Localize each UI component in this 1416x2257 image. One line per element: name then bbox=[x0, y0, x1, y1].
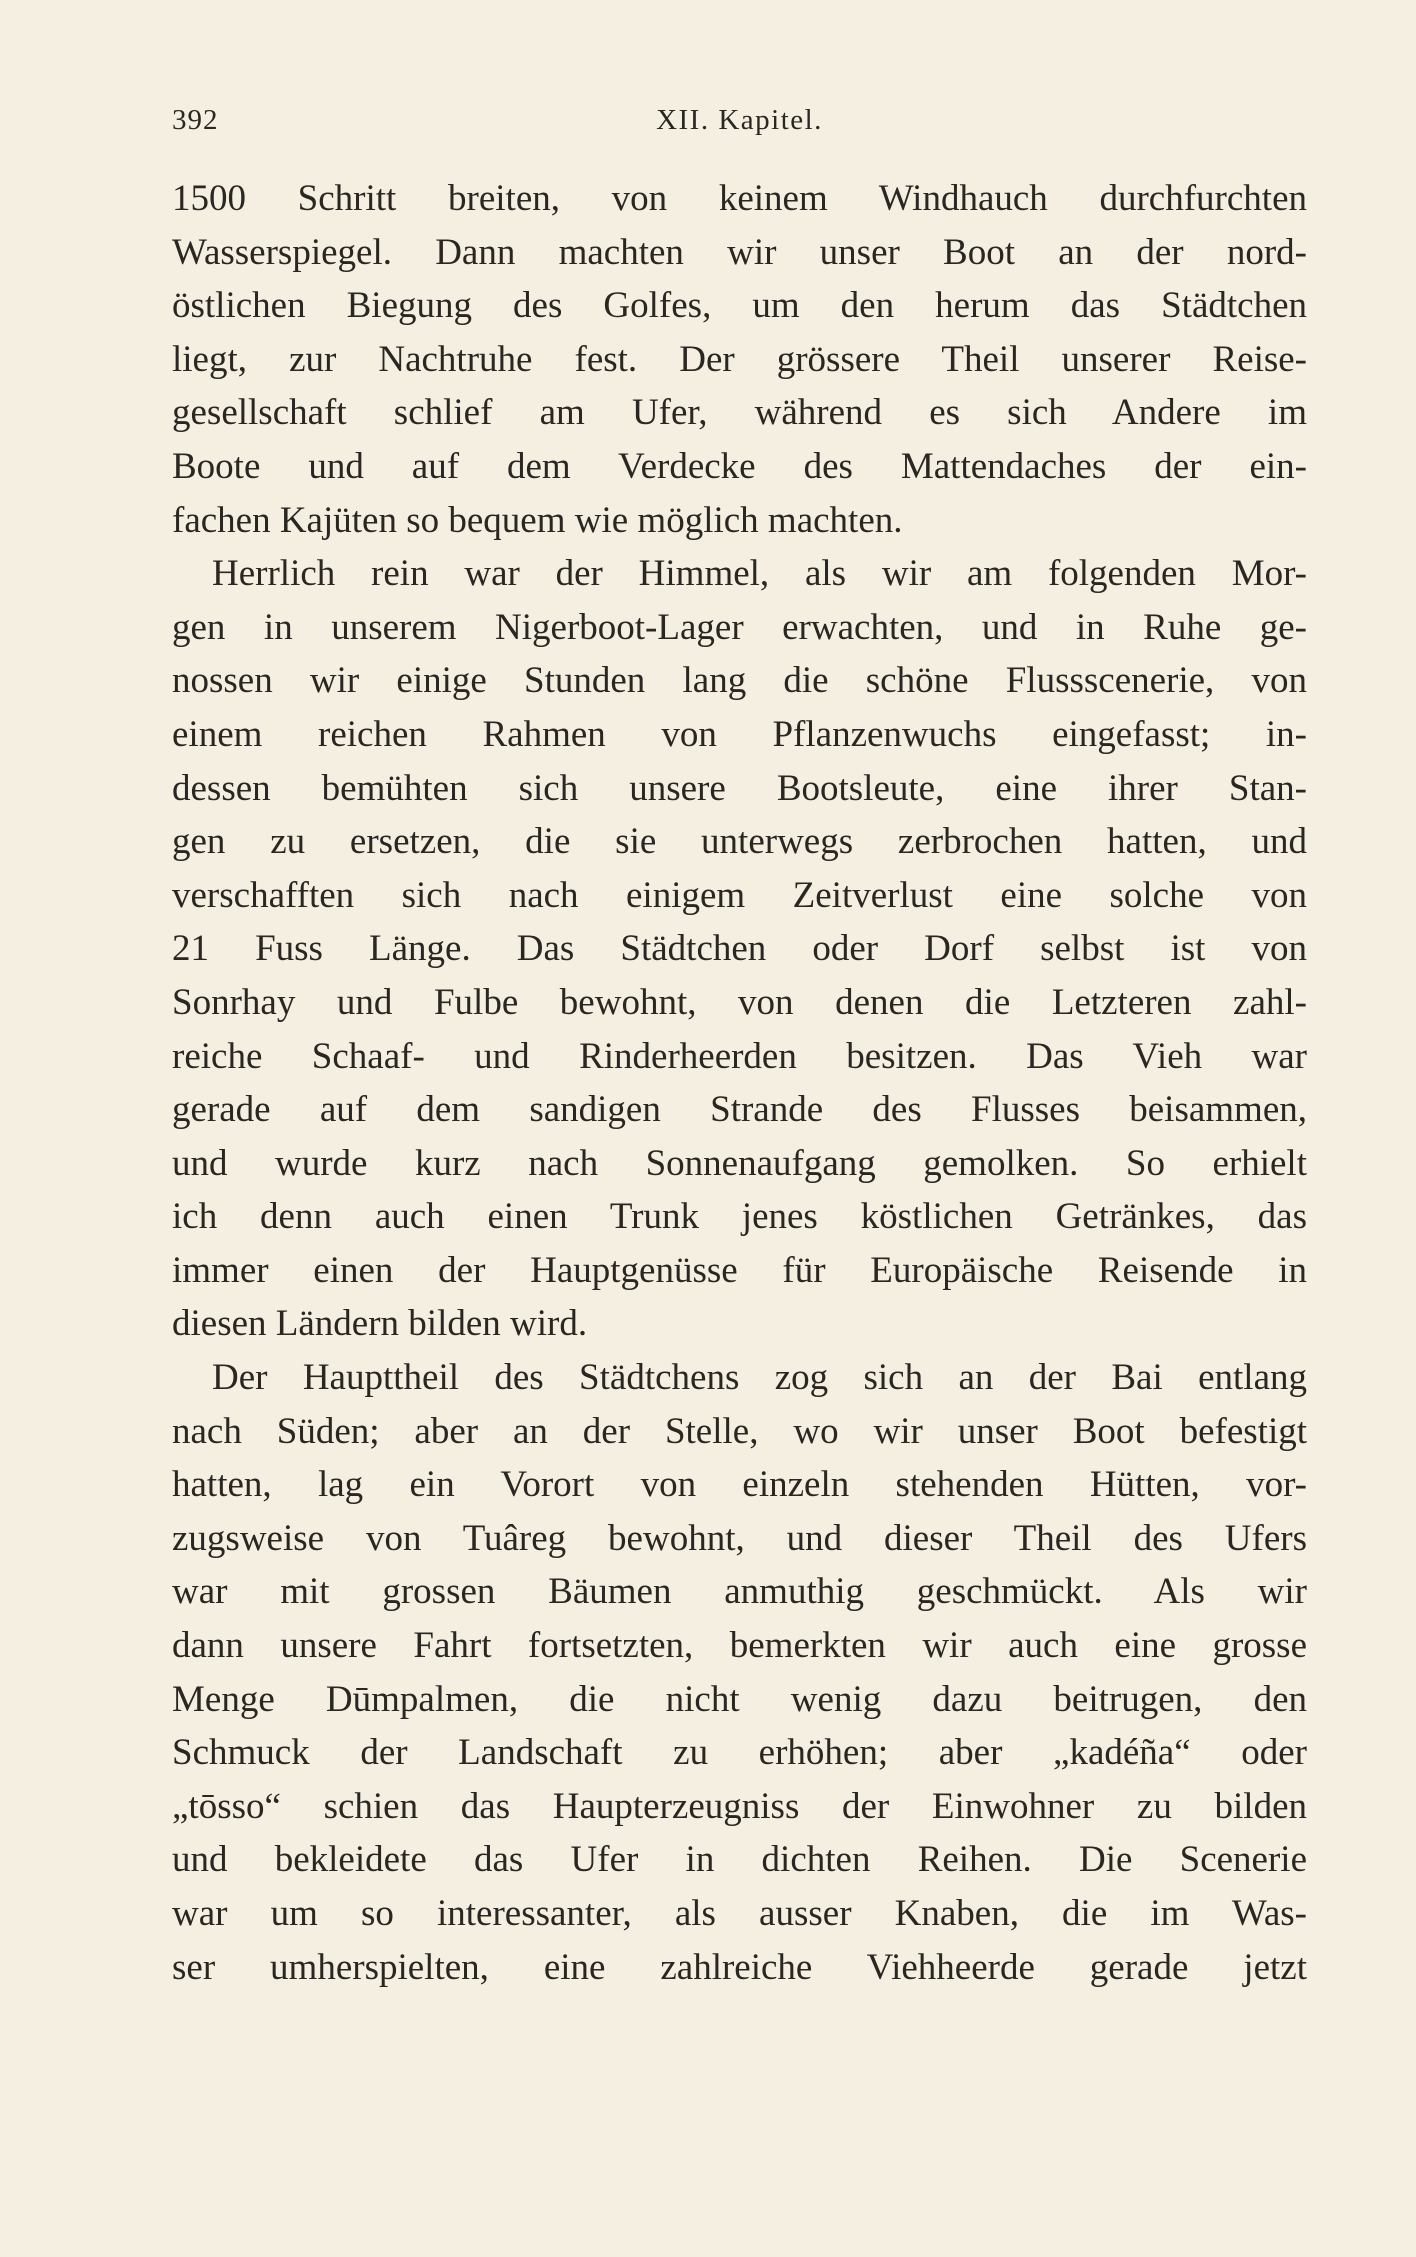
text-line: gen zu ersetzen, die sie unterwegs zerbrochen hatten, und bbox=[172, 821, 1307, 863]
paragraph-start-line: Herrlich rein war der Himmel, als wir am folgenden Mor- bbox=[212, 553, 1307, 595]
text-line: dessen bemühten sich unsere Bootsleute, eine ihrer Stan- bbox=[172, 767, 1307, 809]
paragraph-start-line: Der Haupttheil des Städtchens zog sich an der Bai entlang bbox=[212, 1357, 1307, 1399]
text-line: gen in unserem Nigerboot-Lager erwachten, und in Ruhe ge- bbox=[172, 606, 1307, 648]
text-line: ser umherspielten, eine zahlreiche Viehheerde gerade jetzt bbox=[172, 1946, 1307, 1988]
text-line: nossen wir einige Stunden lang die schöne Flussscenerie, von bbox=[172, 660, 1307, 702]
text-line: ich denn auch einen Trunk jenes köstlichen Getränkes, das bbox=[172, 1196, 1307, 1238]
text-line: östlichen Biegung des Golfes, um den herum das Städtchen bbox=[172, 285, 1307, 327]
running-head bbox=[172, 104, 1307, 144]
text-line: verschafften sich nach einigem Zeitverlust eine solche von bbox=[172, 874, 1307, 916]
text-line: liegt, zur Nachtruhe fest. Der grössere Theil unserer Reise- bbox=[172, 338, 1307, 380]
text-line: und bekleidete das Ufer in dichten Reihen. Die Scenerie bbox=[172, 1839, 1307, 1881]
text-line: gesellschaft schlief am Ufer, während es sich Andere im bbox=[172, 392, 1307, 434]
body-text bbox=[172, 172, 1307, 1994]
text-line: reiche Schaaf- und Rinderheerden besitzen. Das Vieh war bbox=[172, 1035, 1307, 1077]
text-line: Wasserspiegel. Dann machten wir unser Boot an der nord- bbox=[172, 231, 1307, 273]
text-line: fachen Kajüten so bequem wie möglich machten. bbox=[172, 499, 903, 541]
text-line: 1500 Schritt breiten, von keinem Windhauch durchfurchten bbox=[172, 178, 1307, 219]
text-line: hatten, lag ein Vorort von einzeln stehenden Hütten, vor- bbox=[172, 1464, 1307, 1506]
text-line: einem reichen Rahmen von Pflanzenwuchs eingefasst; in- bbox=[172, 713, 1307, 755]
text-line: 21 Fuss Länge. Das Städtchen oder Dorf selbst ist von bbox=[172, 928, 1307, 970]
text-line: zugsweise von Tuâreg bewohnt, und dieser Theil des Ufers bbox=[172, 1517, 1307, 1559]
text-line: und wurde kurz nach Sonnenaufgang gemolken. So erhielt bbox=[172, 1142, 1307, 1184]
text-line: Boote und auf dem Verdecke des Mattendaches der ein- bbox=[172, 445, 1307, 487]
page-number: 392 bbox=[172, 104, 219, 136]
text-line: diesen Ländern bilden wird. bbox=[172, 1303, 588, 1345]
text-line: nach Süden; aber an der Stelle, wo wir unser Boot befestigt bbox=[172, 1410, 1307, 1452]
text-line: gerade auf dem sandigen Strande des Flusses beisammen, bbox=[172, 1089, 1307, 1131]
text-line: immer einen der Hauptgenüsse für Europäische Reisende in bbox=[172, 1249, 1307, 1291]
text-line: dann unsere Fahrt fortsetzten, bemerkten wir auch eine grosse bbox=[172, 1625, 1307, 1667]
text-line: war mit grossen Bäumen anmuthig geschmückt. Als wir bbox=[172, 1571, 1307, 1613]
text-line: war um so interessanter, als ausser Knaben, die im Was- bbox=[172, 1893, 1307, 1934]
text-line: „tōsso“ schien das Haupterzeugniss der Einwohner zu bilden bbox=[172, 1785, 1307, 1827]
text-line: Schmuck der Landschaft zu erhöhen; aber „kadéña“ oder bbox=[172, 1732, 1307, 1774]
chapter-title: XII. Kapitel. bbox=[656, 104, 823, 136]
text-line: Menge Dūmpalmen, die nicht wenig dazu beitrugen, den bbox=[172, 1678, 1307, 1720]
text-line: Sonrhay und Fulbe bewohnt, von denen die Letzteren zahl- bbox=[172, 981, 1307, 1023]
